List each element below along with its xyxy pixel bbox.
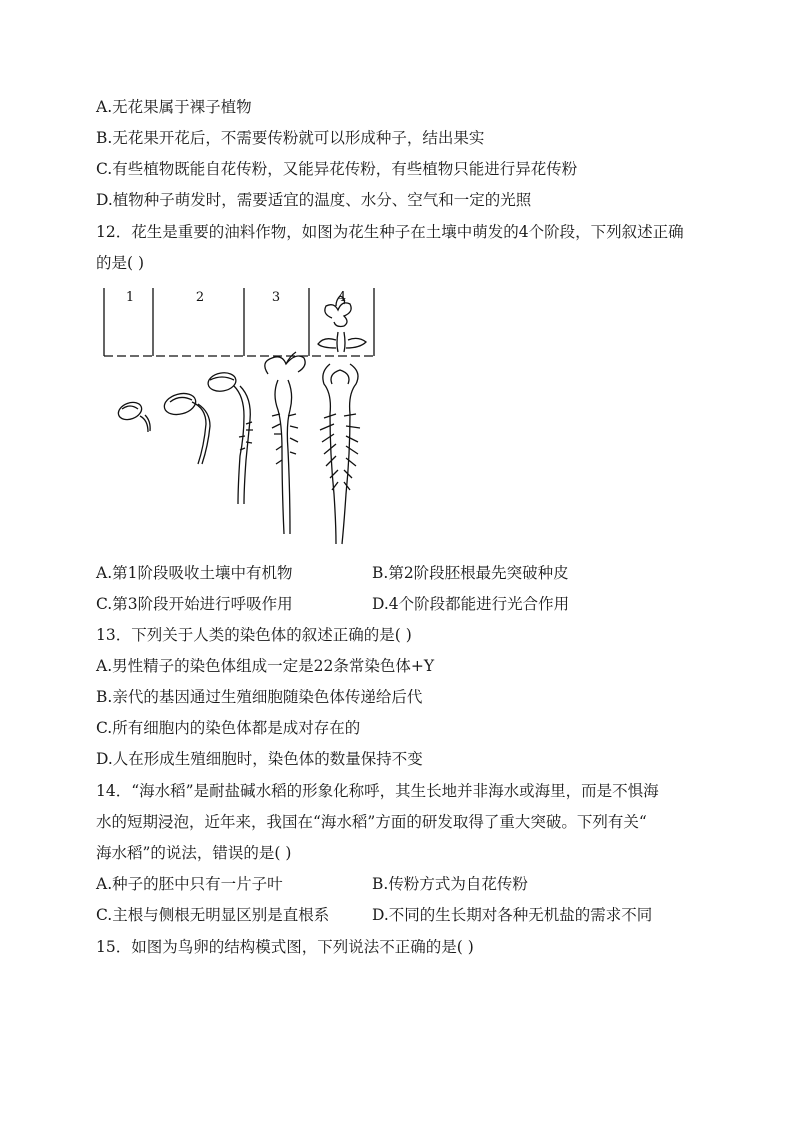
seedling-stage-5 — [318, 296, 366, 544]
q14-stem-line1: 14．“海水稻”是耐盐碱水稻的形象化称呼，其生长地并非海水或海里，而是不惧海 — [96, 782, 659, 800]
q14-stem-line2: 水的短期浸泡，近年来，我国在“海水稻”方面的研发取得了重大突破。下列有关“ — [96, 813, 647, 831]
q15-stem: 15．如图为鸟卵的结构模式图，下列说法不正确的是( ) — [96, 938, 474, 956]
q11-option-c: C.有些植物既能自花传粉，又能异花传粉，有些植物只能进行异花传粉 — [96, 160, 578, 178]
stage-label-3: 3 — [271, 290, 281, 305]
q14-stem-line3: 海水稻”的说法，错误的是( ) — [96, 844, 292, 862]
stage-label-4: 4 — [337, 290, 347, 305]
q11-option-b: B.无花果开花后，不需要传粉就可以形成种子，结出果实 — [96, 129, 485, 147]
stage-label-1: 1 — [125, 290, 135, 305]
q12-option-d: D.4个阶段都能进行光合作用 — [372, 595, 570, 613]
q12-option-c: C.第3阶段开始进行呼吸作用 — [96, 595, 293, 613]
seedling-stage-2 — [162, 390, 210, 464]
q11-option-a: A.无花果属于裸子植物 — [96, 98, 252, 116]
seedling-stage-1 — [116, 399, 150, 432]
q12-option-a: A.第1阶段吸收土壤中有机物 — [96, 564, 293, 582]
q14-option-c: C.主根与侧根无明显区别是直根系 — [96, 906, 330, 924]
q13-option-a: A.男性精子的染色体组成一定是22条常染色体+Y — [96, 657, 435, 675]
q14-option-a: A.种子的胚中只有一片子叶 — [96, 875, 283, 893]
q11-option-d: D.植物种子萌发时，需要适宜的温度、水分、空气和一定的光照 — [96, 191, 532, 209]
seedling-stage-4 — [265, 352, 305, 534]
q13-option-d: D.人在形成生殖细胞时，染色体的数量保持不变 — [96, 750, 423, 768]
peanut-germination-figure — [100, 284, 390, 554]
q12-option-b: B.第2阶段胚根最先突破种皮 — [372, 564, 569, 582]
stage-label-2: 2 — [195, 290, 205, 305]
q12-stem-line2: 的是( ) — [96, 254, 145, 272]
q14-option-d: D.不同的生长期对各种无机盐的需求不同 — [372, 906, 653, 924]
q14-option-b: B.传粉方式为自花传粉 — [372, 875, 528, 893]
q12-stem-line1: 12．花生是重要的油料作物，如图为花生种子在土壤中萌发的4个阶段，下列叙述正确 — [96, 223, 684, 241]
seedling-stage-3 — [207, 371, 253, 504]
q13-stem: 13．下列关于人类的染色体的叙述正确的是( ) — [96, 626, 412, 644]
q13-option-c: C.所有细胞内的染色体都是成对存在的 — [96, 719, 361, 737]
q13-option-b: B.亲代的基因通过生殖细胞随染色体传递给后代 — [96, 688, 423, 706]
